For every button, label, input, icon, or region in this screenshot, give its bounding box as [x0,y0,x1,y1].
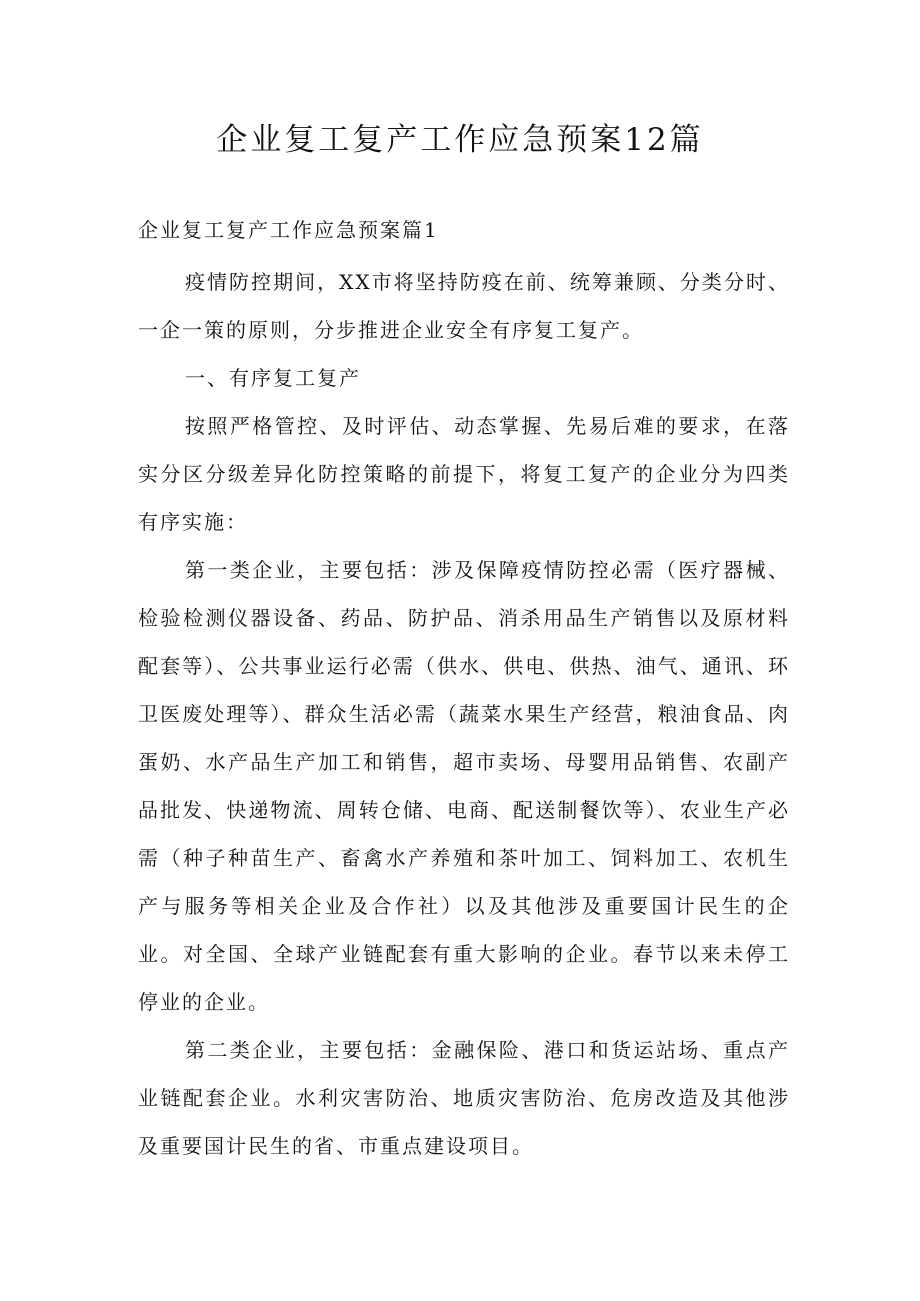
document-body [138,258,790,1170]
subheading-orderly-resumption: 一、有序复工复产 [185,366,361,390]
paragraph-intro: 疫情防控期间，XX市将坚持防疫在前、统筹兼顾、分类分时、一企一策的原则，分步推进企业安全有序复工复产。 [138,270,790,342]
section-heading: 企业复工复产工作应急预案篇1 [138,218,439,242]
document-title: 企业复工复产工作应急预案12篇 [216,122,704,158]
paragraph-requirements: 按照严格管控、及时评估、动态掌握、先易后难的要求，在落实分区分级差异化防控策略的前提下，将复工复产的企业分为四类有序实施： [138,414,790,534]
paragraph-category-one: 第一类企业，主要包括：涉及保障疫情防控必需（医疗器械、检验检测仪器设备、药品、防护品、消杀用品生产销售以及原材料配套等）、公共事业运行必需（供水、供电、供热、油气、通讯、环卫医废处理等）、群众生活必需（蔬菜水果生产经营，粮油食品、肉蛋奶、水产品生产加工和销售，超市卖场、母婴用品销售、农副产品批发、快递物流、周转仓储、电商、配送制餐饮等）、农业生产必需（种子种苗生产、畜禽水产养殖和茶叶加工、饲料加工、农机生产与服务等相关企业及合作社）以及其他涉及重要国计民生的企业。对全国、全球产业链配套有重大影响的企业。春节以来未停工停业的企业。 [138,558,790,1014]
paragraph-category-two: 第二类企业，主要包括：金融保险、港口和货运站场、重点产业链配套企业。水利灾害防治、地质灾害防治、危房改造及其他涉及重要国计民生的省、市重点建设项目。 [138,1038,790,1158]
